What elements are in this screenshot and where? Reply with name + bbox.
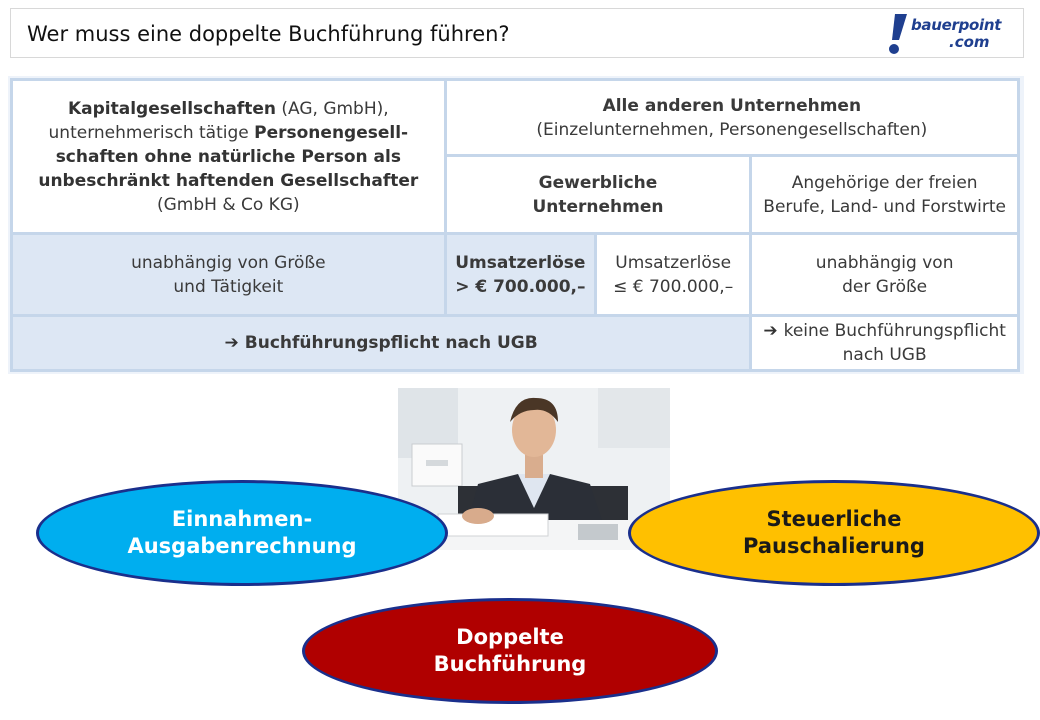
page-title: Wer muss eine doppelte Buchführung führen? [27,22,510,46]
logo-text-com: .com [949,33,990,51]
cell-buchfuehrungspflicht: ➔ Buchführungspflicht nach UGB [12,316,751,371]
cell-kapitalgesellschaften: Kapitalgesellschaften (AG, GmbH), unternehmerisch tätige Personengesell- schaften ohne natürliche Person als unbeschränkt haftenden Gesellschafter (GmbH & Co KG) [12,80,446,234]
ellipse-steuerliche-pauschalierung: Steuerliche Pauschalierung [628,480,1040,586]
logo-text-bauerpoint: bauerpoint [911,16,1002,34]
cell-alle-anderen-unternehmen: Alle anderen Unternehmen (Einzelunternehmen, Personengesellschaften) [445,80,1018,156]
arrow-right-icon: ➔ [763,321,778,341]
ellipse-einnahmen-ausgabenrechnung: Einnahmen- Ausgabenrechnung [36,480,448,586]
cell-gewerbliche-unternehmen: Gewerbliche Unternehmen [445,156,751,234]
cell-unabhaengig-groesse-taetigkeit: unabhängig von Größe und Tätigkeit [12,234,446,316]
cell-umsatz-groesser: Umsatzerlöse > € 700.000,– [445,234,595,316]
cell-freie-berufe: Angehörige der freien Berufe, Land- und Forstwirte [751,156,1019,234]
cell-umsatz-kleiner-gleich: Umsatzerlöse ≤ € 700.000,– [596,234,751,316]
cell-keine-buchfuehrungspflicht: ➔ keine Buchführungspflicht nach UGB [751,316,1019,371]
bauerpoint-logo [883,12,1011,56]
arrow-right-icon: ➔ [224,333,239,353]
bookkeeping-table-frame [8,76,1024,374]
exclamation-logo-icon [883,12,913,56]
title-bar [10,8,1024,58]
cell-unabhaengig-groesse: unabhängig von der Größe [751,234,1019,316]
bookkeeping-obligation-table [10,78,1020,372]
ellipse-doppelte-buchfuehrung: Doppelte Buchführung [302,598,718,704]
